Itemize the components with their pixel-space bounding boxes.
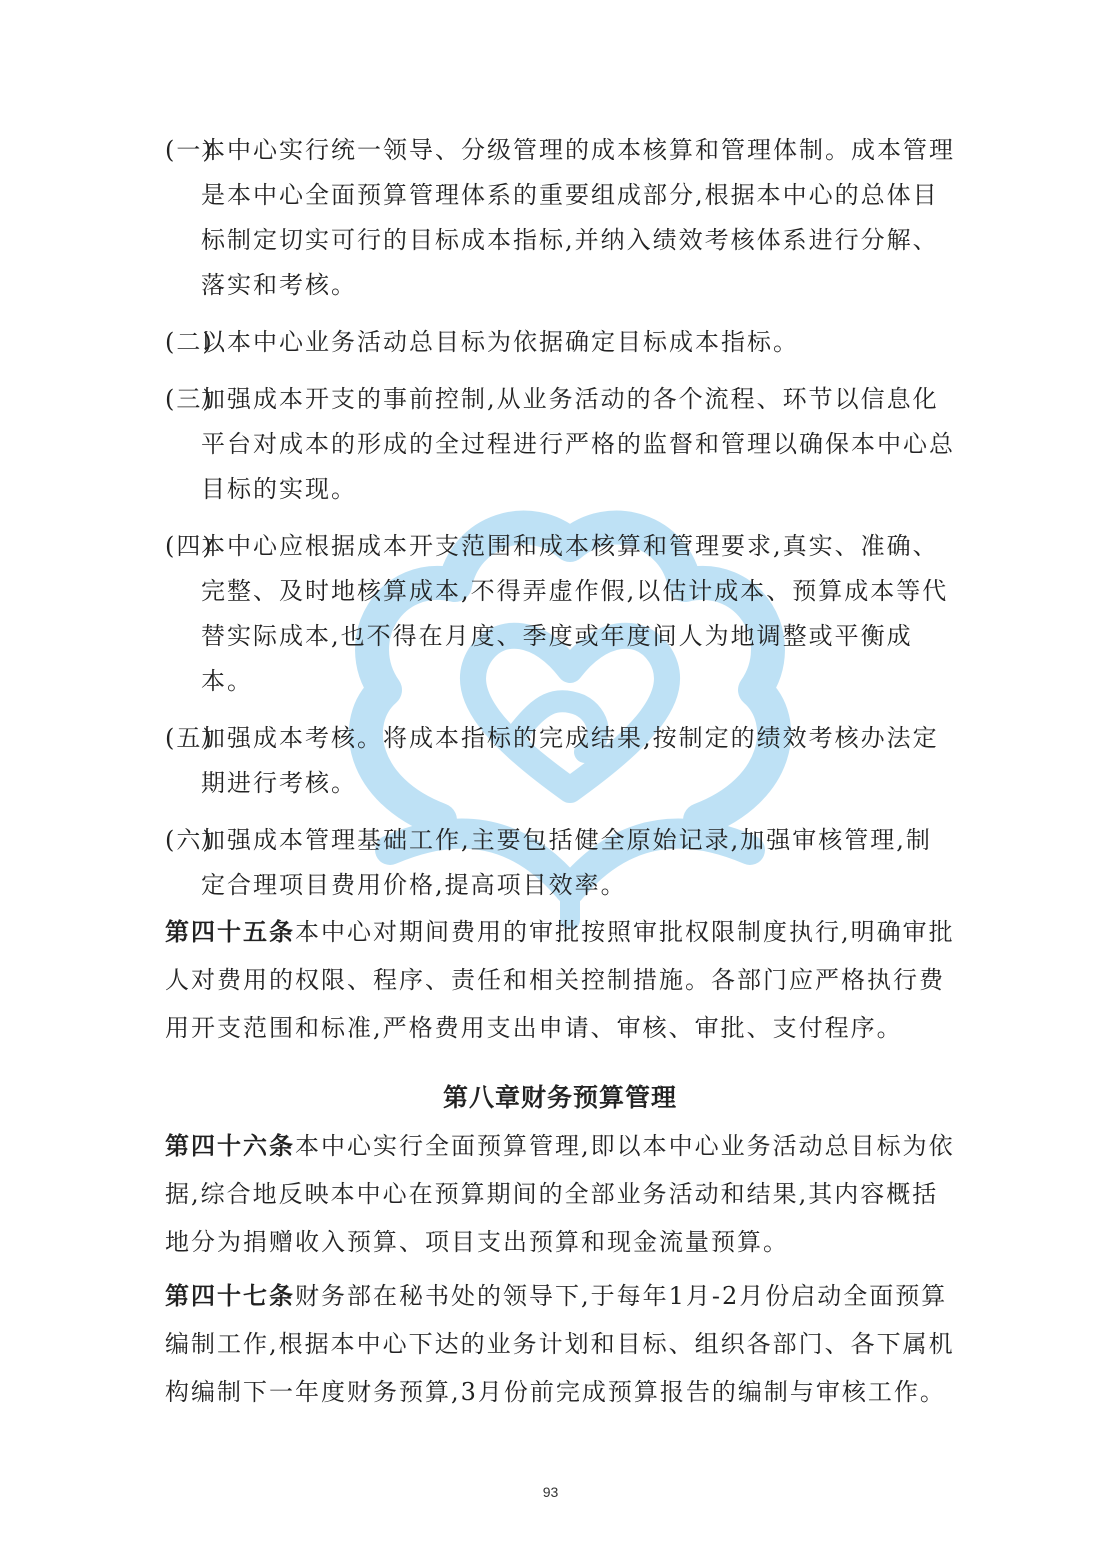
chapter-heading: 第八章财务预算管理 xyxy=(442,1083,677,1112)
list-item-text: 加强成本考核。将成本指标的完成结果,按制定的绩效考核办法定期进行考核。 xyxy=(201,724,939,797)
list-item xyxy=(165,524,955,704)
list-item xyxy=(165,320,955,365)
article-text: 财务部在秘书处的领导下,于每年1月-2月份启动全面预算编制工作,根据本中心下达的业务计划和目标、组织各部门、各下属机构编制下一年度财务预算,3月份前完成预算报告的编制与审核工作。 xyxy=(165,1282,955,1406)
article-title: 第四十七条 xyxy=(165,1281,295,1310)
list-item-text: 以本中心业务活动总目标为依据确定目标成本指标。 xyxy=(201,328,799,356)
article-text: 本中心实行全面预算管理,即以本中心业务活动总目标为依据,综合地反映本中心在预算期间的全部业务活动和结果,其内容概括地分为捐赠收入预算、项目支出预算和现金流量预算。 xyxy=(165,1132,955,1256)
article-title: 第四十六条 xyxy=(165,1131,295,1160)
page-number: 93 xyxy=(542,1484,559,1500)
article-47 xyxy=(165,1272,955,1416)
document-body xyxy=(165,128,955,1416)
list-item xyxy=(165,818,955,908)
list-item-number: (四) xyxy=(165,532,214,560)
article-45 xyxy=(165,908,955,1052)
list-item-text: 本中心应根据成本开支范围和成本核算和管理要求,真实、准确、完整、及时地核算成本,不得弄虚作假,以估计成本、预算成本等代替实际成本,也不得在月度、季度或年度间人为地调整或平衡成本。 xyxy=(201,532,949,695)
list-item xyxy=(165,128,955,308)
list-item-text: 加强成本管理基础工作,主要包括健全原始记录,加强审核管理,制定合理项目费用价格,提高项目效率。 xyxy=(201,826,932,899)
list-item-number: (三) xyxy=(165,385,214,413)
list-item xyxy=(165,377,955,512)
list-item xyxy=(165,716,955,806)
list-item-number: (一) xyxy=(165,136,214,164)
list-item-text: 加强成本开支的事前控制,从业务活动的各个流程、环节以信息化平台对成本的形成的全过程进行严格的监督和管理以确保本中心总目标的实现。 xyxy=(201,385,955,503)
list-item-number: (五) xyxy=(165,724,214,752)
article-text: 本中心对期间费用的审批按照审批权限制度执行,明确审批人对费用的权限、程序、责任和相关控制措施。各部门应严格执行费用开支范围和标准,严格费用支出申请、审核、审批、支付程序。 xyxy=(165,918,955,1042)
list-item-number: (二) xyxy=(165,328,214,356)
list-item-number: (六) xyxy=(165,826,214,854)
article-title: 第四十五条 xyxy=(165,917,295,946)
article-46 xyxy=(165,1122,955,1266)
list-item-text: 本中心实行统一领导、分级管理的成本核算和管理体制。成本管理是本中心全面预算管理体系的重要组成部分,根据本中心的总体目标制定切实可行的目标成本指标,并纳入绩效考核体系进行分解、落实和考核。 xyxy=(201,136,955,299)
